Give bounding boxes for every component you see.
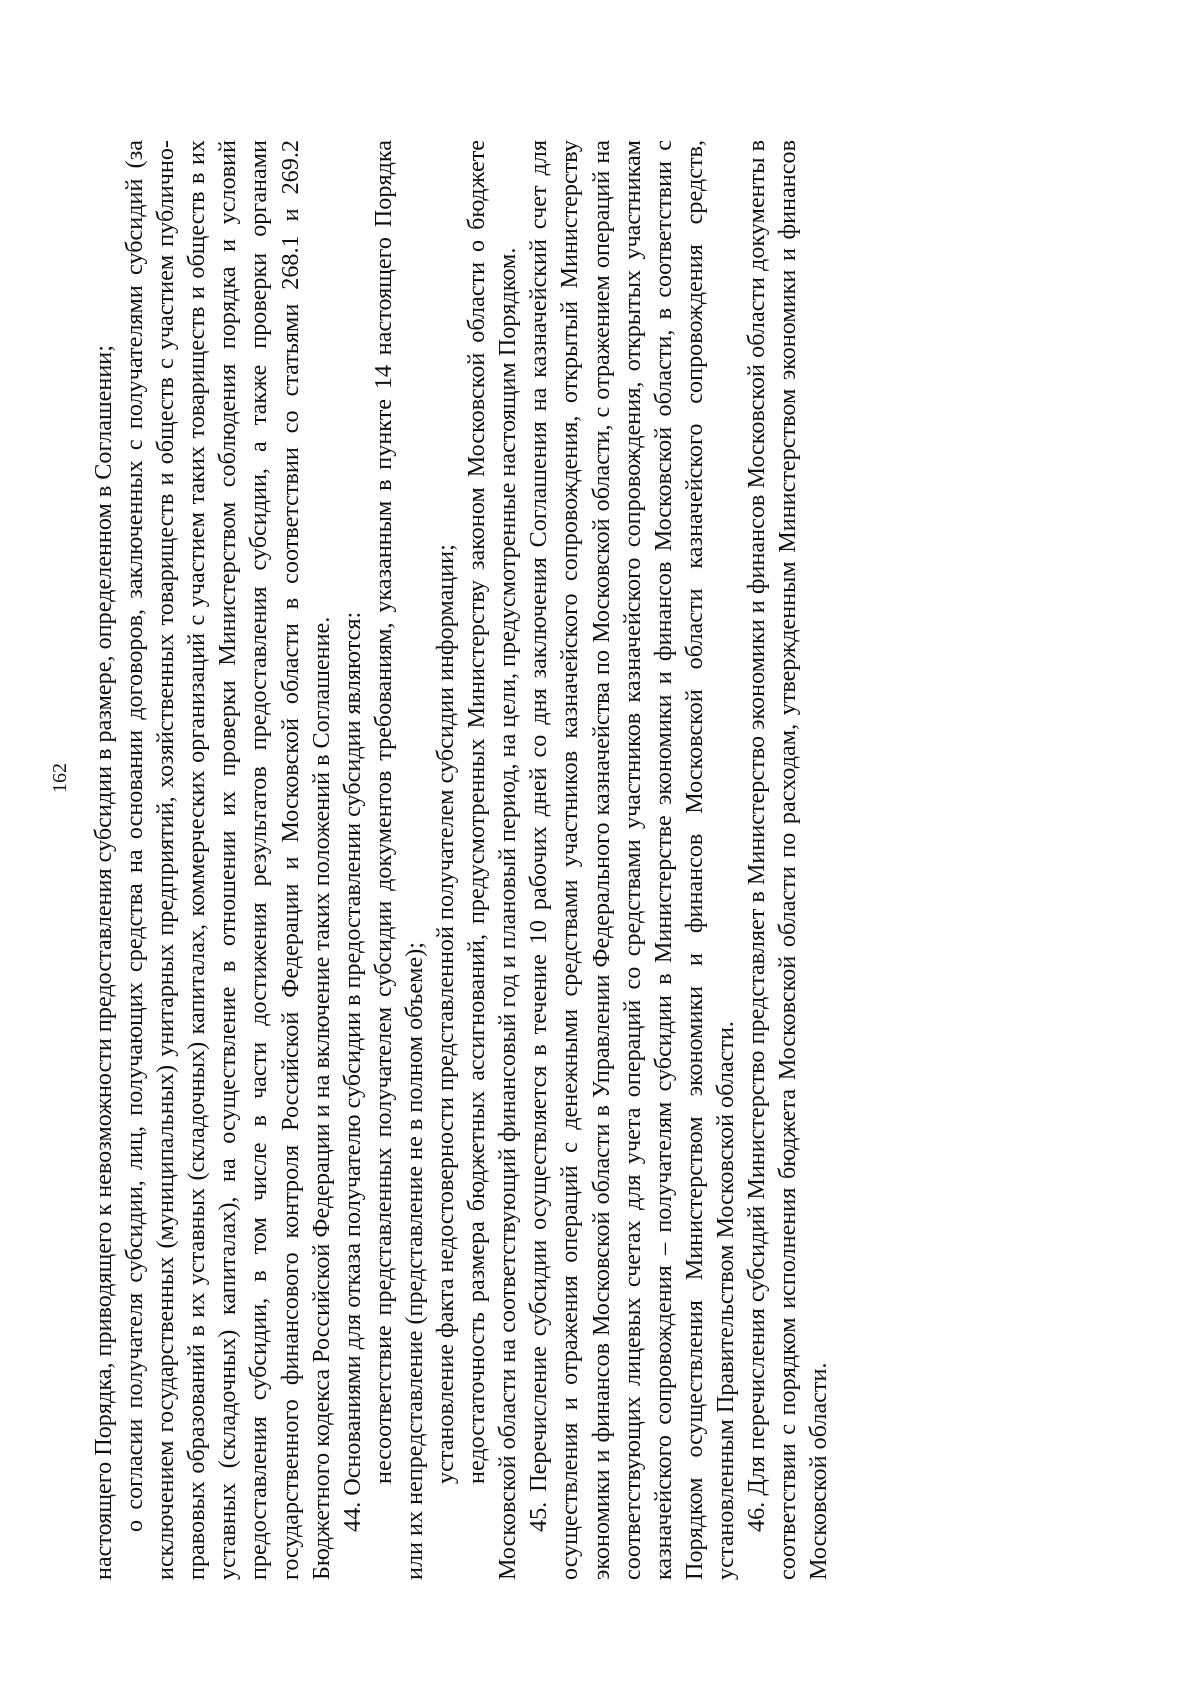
page-number: 162 xyxy=(49,763,71,793)
paragraph: установление факта недостоверности представленной получателем субсидии информации; xyxy=(432,544,460,1484)
document-body xyxy=(88,140,1048,1580)
paragraph: недостаточность размера бюджетных ассигнований, предусмотренных Министерству законом Московской области о бюджете Московской области на соответствующий финансовый год и плановый период, на цели, предусмотренные настоящим Порядком. xyxy=(463,140,522,1580)
paragraph: 44. Основаниями для отказа получателю субсидии в предоставлении субсидии являются: xyxy=(338,611,366,1532)
paragraph: несоответствие представленных получателем субсидии документов требованиям, указанным в пункте 14 настоящего Порядка или их непредставление (представление не в полном объеме); xyxy=(369,140,428,1580)
paragraph: настоящего Порядка, приводящего к невозможности предоставления субсидии в размере, определенном в Соглашении; xyxy=(90,345,117,1580)
paragraph: 46. Для перечисления субсидий Министерство представляет в Министерство экономики и финансов Московской области документы в соответствии с порядком исполнения бюджета Московской области по расходам, утвержденным Министерством экономики и финансов Московской области. xyxy=(742,140,833,1580)
paragraph: 45. Перечисление субсидии осуществляется в течение 10 рабочих дней со дня заключения Соглашения на казначейский счет для осуществления и отражения операций с денежными средствами участников казначейского сопровождения, открытый Министерству экономики и финансов Московской области в Управлении Федерального казначейства по Московской области, с отражением операций на соответствующих лицевых счетах для учета операций со средствами участников казначейского сопровождения, открытых участникам казначейского сопровождения – получателям субсидии в Министерстве экономики и финансов Московской области, в соответствии с Порядком осуществления Министерством экономики и финансов Московской области казначейского сопровождения средств, установленным Правительством Московской области. xyxy=(525,140,739,1580)
paragraph: о согласии получателя субсидии, лиц, получающих средства на основании договоров, заключенных с получателями субсидий (за исключением государственных (муниципальных) унитарных предприятий, хозяйственных товариществ и обществ с участием публично-правовых образований в их уставных (складочных) капиталах, коммерческих организаций с участием таких товариществ и обществ в их уставных (складочных) капиталах), на осуществление в отношении их проверки Министерством соблюдения порядка и условий предоставления субсидии, в том числе в части достижения результатов предоставления субсидии, а также проверки органами государственного финансового контроля Российской Федерации и Московской области в соответствии со статьями 268.1 и 269.2 Бюджетного кодекса Российской Федерации и на включение таких положений в Соглашение. xyxy=(121,140,335,1580)
